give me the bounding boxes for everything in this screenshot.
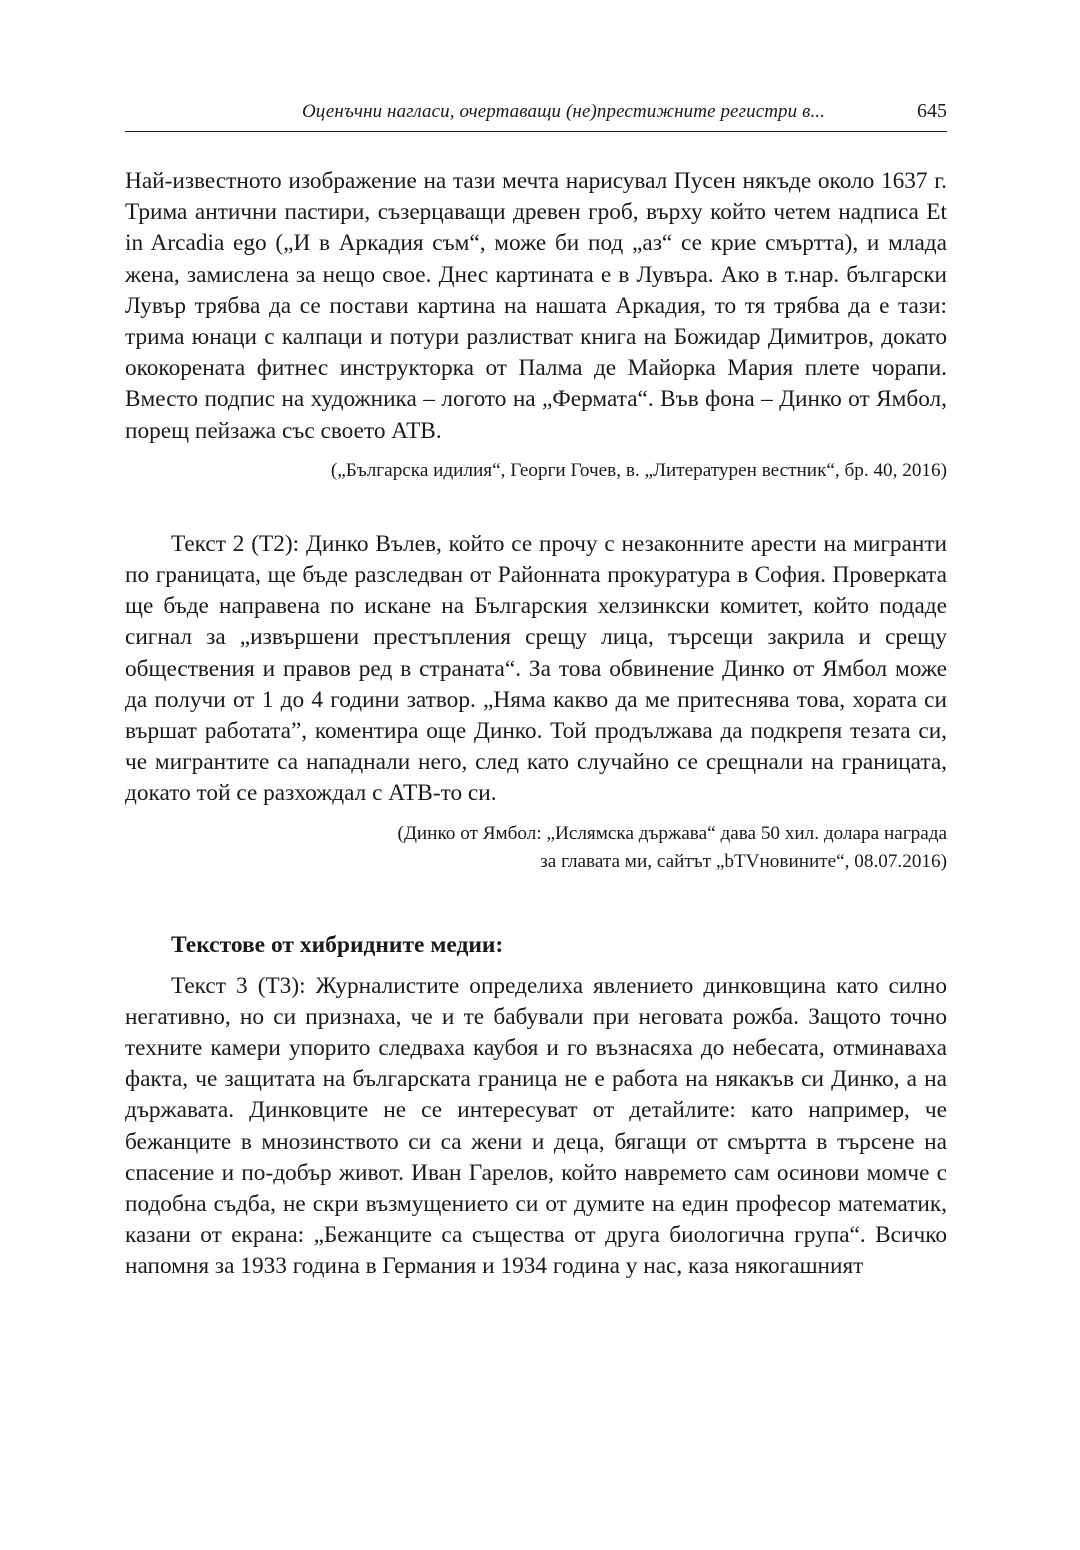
paragraph-1: Най-известното изображение на тази мечта нарисувал Пусен някъде около 1637 г. Трима антични пастири, съзерцаващи древен гроб, върху който четем надписа Et in Arcadia ego („И в Аркадия съм“, може би под „аз“ се крие смъртта), и млада жена, замислена за нещо свое. Днес картината е в Лувъра. Ако в т.нар. български Лувър трябва да се постави картина на нашата Аркадия, то тя трябва да е тази: трима юнаци с калпаци и потури разлистват книга на Божидар Димитров, докато ококорената фитнес инструкторка от Палма де Майорка Мария плете чорапи. Вместо подпис на художника – логото на „Фермата“. Във фона – Динко от Ямбол, порещ пейзажа със своето АТВ. <box>125 168 947 444</box>
source-citation-2-line-2: за главата ми, сайтът „bTVновините“, 08.07.2016) <box>540 850 947 872</box>
source-citation-2 <box>125 820 947 876</box>
paragraph-3: Текст 3 (Т3): Журналистите определиха явлението динковщина като силно негативно, но си признаха, че и те бабували при неговата рожба. Защото точно техните камери упорито следваха каубоя и го възнасяха до небесата, отминаваха факта, че защитата на българската граница не е работа на някакъв си Динко, а на държавата. Динковците не се интересуват от детайлите: като например, че бежанците в мнозинството си са жени и деца, бягащи от смъртта в търсене на спасение и по-добър живот. Иван Гарелов, който навремето сам осинови момче с подобна съдба, не скри възмущението си от думите на един професор математик, казани от екрана: „Бежанците са същества от друга биологична група“. Всичко напомня за 1933 година в Германия и 1934 година у нас, каза някогашният <box>125 972 947 1280</box>
page-body <box>125 166 947 1283</box>
page <box>125 100 947 1283</box>
paragraph-2: Текст 2 (Т2): Динко Вълев, който се прочу с незаконните арести на мигранти по границата, ще бъде разследван от Районната прокуратура в София. Проверката ще бъде направена по искане на Българския хелзинкски комитет, който подаде сигнал за „извършени престъпления срещу лица, търсещи закрила и срещу обществения и правов ред в страната“. За това обвинение Динко от Ямбол може да получи от 1 до 4 години затвор. „Няма какво да ме притеснява това, хората си вършат работата”, коментира още Динко. Той продължава да подкрепя тезата си, че мигрантите са нападнали него, след като случайно се срещнали на границата, докато той се разхождал с АТВ-то си. <box>125 530 947 807</box>
source-citation-1: („Българска идилия“, Георги Гочев, в. „Литературен вестник“, бр. 40, 2016) <box>330 459 947 481</box>
header-title: Оценъчни нагласи, очертаващи (не)престижните регистри в... <box>301 101 825 122</box>
source-citation-2-line-1: (Динко от Ямбол: „Ислямска държава“ дава 50 хил. долара награда <box>397 822 947 844</box>
section-heading: Текстове от хибридните медии: <box>171 931 504 958</box>
running-header <box>125 100 947 132</box>
page-number: 645 <box>917 100 947 122</box>
